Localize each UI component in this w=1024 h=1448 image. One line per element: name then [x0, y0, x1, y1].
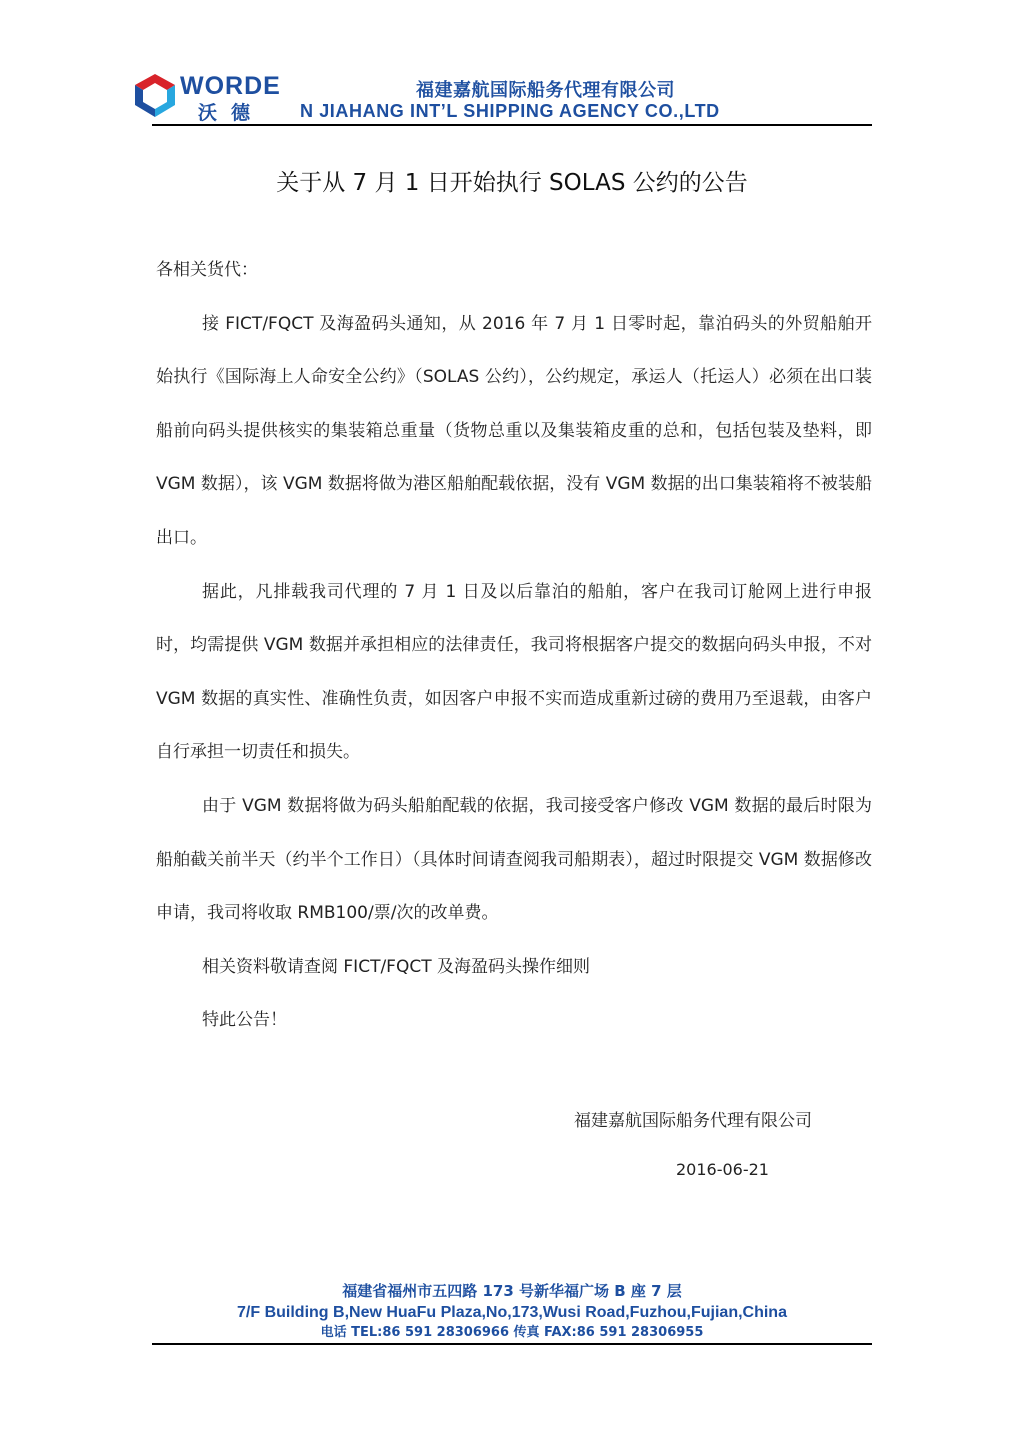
- header-divider: [152, 124, 872, 126]
- signature-company: 福建嘉航国际船务代理有限公司: [574, 1111, 812, 1131]
- footer-address-en: 7/F Building B,New HuaFu Plaza,No,173,Wusi Road,Fuzhou,Fujian,China: [237, 1304, 787, 1321]
- paragraph-3: 由于 VGM 数据将做为码头船舶配载的依据，我司接受客户修改 VGM 数据的最后时限为船舶截关前半天（约半个工作日）（具体时间请查阅我司船期表），超过时限提交 VGM 数据修改申请，我司将收取 RMB100/票/次的改单费。: [156, 795, 872, 924]
- paragraph-1: 接 FICT/FQCT 及海盈码头通知，从 2016 年 7 月 1 日零时起，靠泊码头的外贸船舶开始执行《国际海上人命安全公约》（SOLAS 公约），公约规定，承运人（托运人）必须在出口装船前向码头提供核实的集装箱总重量（货物总重以及集装箱皮重的总和，包括包装及垫料，即 VGM 数据），该 VGM 数据将做为港区船舶配载依据，没有 VGM 数据的出口集装箱将不被装船出口。: [156, 313, 872, 548]
- footer-address-zh: 福建省福州市五四路 173 号新华福广场 B 座 7 层: [342, 1282, 682, 1300]
- letterhead: [0, 0, 1024, 130]
- company-name-en: N JIAHANG INT’L SHIPPING AGENCY CO.,LTD: [300, 101, 720, 121]
- footer: [0, 1280, 1024, 1342]
- logo: [132, 72, 292, 122]
- paragraph-5: 特此公告！: [202, 1010, 287, 1031]
- brand-name-zh: 沃德: [198, 102, 265, 124]
- paragraph-2: 据此，凡排载我司代理的 7 月 1 日及以后靠泊的船舶，客户在我司订舱网上进行申报时，均需提供 VGM 数据并承担相应的法律责任，我司将根据客户提交的数据向码头申报，不对 VGM 数据的真实性、准确性负责，如因客户申报不实而造成重新过磅的费用乃至退载，由客户自行承担一切责任和损失。: [156, 581, 872, 763]
- worde-logo-icon: [132, 72, 178, 118]
- footer-divider: [152, 1343, 872, 1345]
- salutation: 各相关货代：: [156, 260, 258, 280]
- footer-contact: 电话 TEL:86 591 28306966 传真 FAX:86 591 28306955: [320, 1325, 704, 1340]
- signature-date: 2016-06-21: [676, 1160, 769, 1179]
- brand-name-en: WORDE: [180, 72, 281, 100]
- letter-body: [156, 244, 872, 1048]
- notice-title: 关于从 7 月 1 日开始执行 SOLAS 公约的公告: [276, 170, 748, 196]
- company-name-zh: 福建嘉航国际船务代理有限公司: [416, 80, 675, 101]
- paragraph-4: 相关资料敬请查阅 FICT/FQCT 及海盈码头操作细则: [202, 956, 590, 977]
